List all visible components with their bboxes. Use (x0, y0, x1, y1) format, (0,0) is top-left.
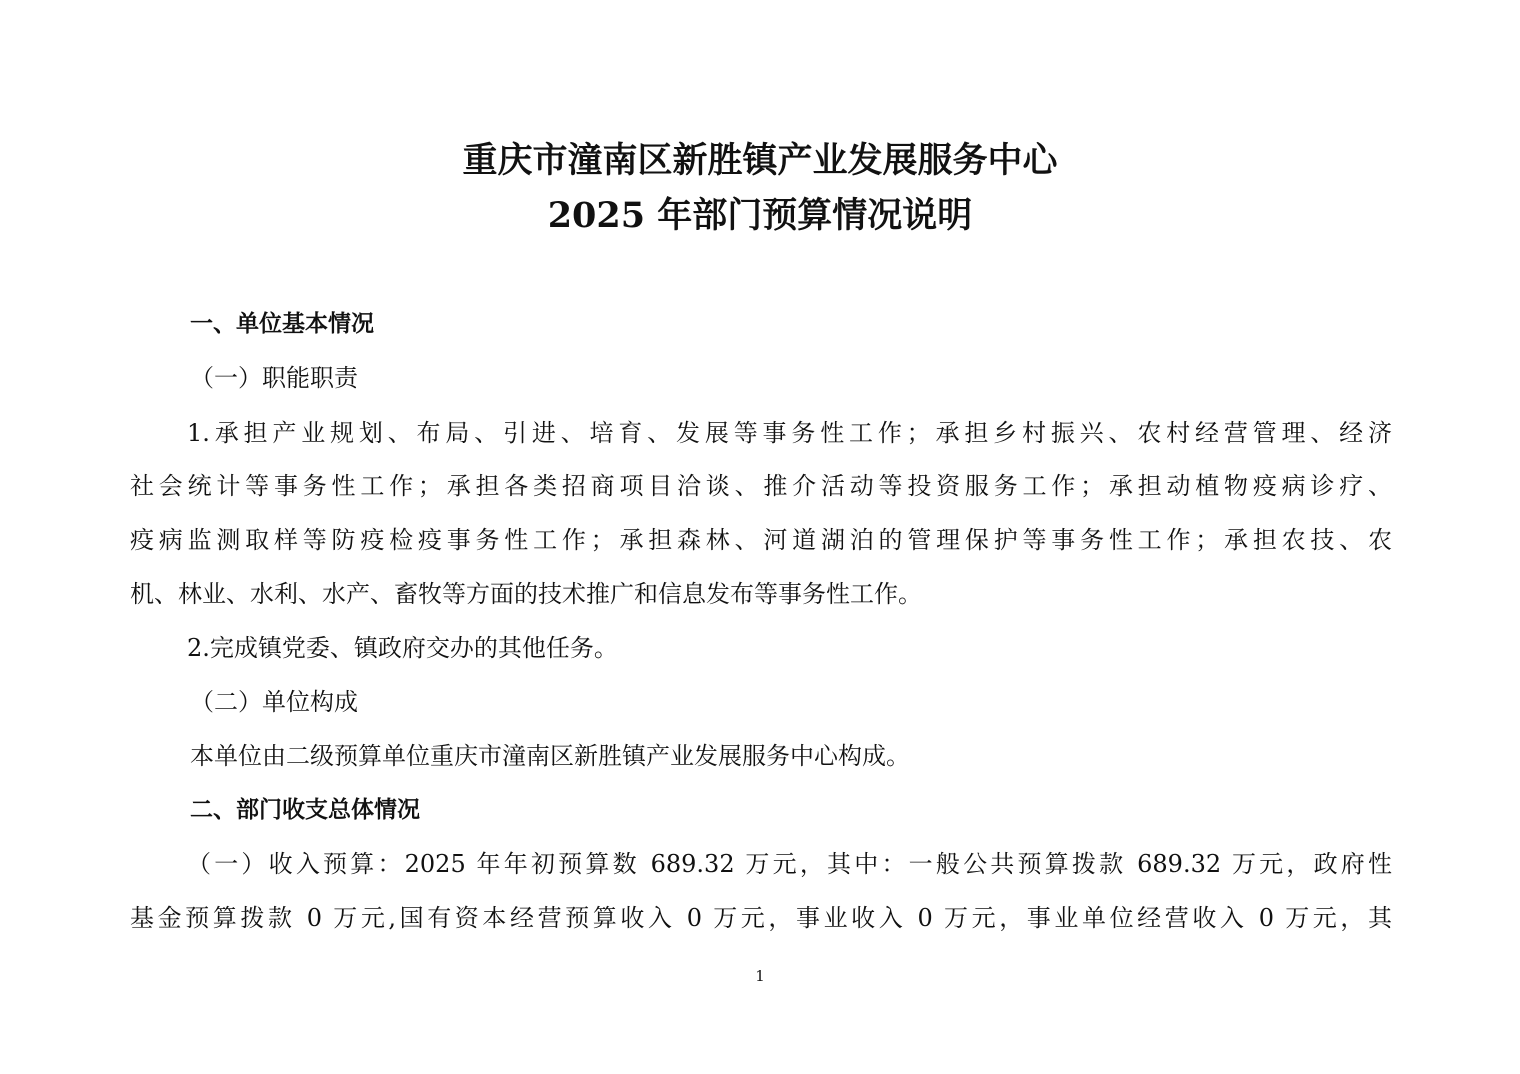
section2-heading: 二、部门收支总体情况 (190, 797, 420, 823)
duty-item2: 2.完成镇党委、镇政府交办的其他任务。 (187, 634, 618, 662)
section1-heading: 一、单位基本情况 (190, 311, 374, 337)
section1-sub1-heading: （一）职能职责 (190, 364, 358, 392)
duty-paragraph-line: 社会统计等事务性工作；承担各类招商项目洽谈、推介活动等投资服务工作；承担动植物疫病诊疗、 (130, 472, 1392, 500)
section1-sub2-heading: （二）单位构成 (190, 688, 358, 716)
duty-paragraph-line: 疫病监测取样等防疫检疫事务性工作；承担森林、河道湖泊的管理保护等事务性工作；承担农技、农 (130, 526, 1392, 554)
duty-paragraph-line: 1.承担产业规划、布局、引进、培育、发展等事务性工作；承担乡村振兴、农村经营管理、经济 (187, 419, 1392, 447)
document-title-line2: 2025 年部门预算情况说明 (547, 195, 973, 236)
duty-paragraph-line: 机、林业、水利、水产、畜牧等方面的技术推广和信息发布等事务性工作。 (130, 580, 922, 608)
composition-text: 本单位由二级预算单位重庆市潼南区新胜镇产业发展服务中心构成。 (190, 742, 910, 770)
document-title-line1: 重庆市潼南区新胜镇产业发展服务中心 (462, 140, 1058, 181)
income-paragraph-line: 基金预算拨款 0 万元,国有资本经营预算收入 0 万元，事业收入 0 万元，事业单位经营收入 0 万元，其 (130, 904, 1392, 932)
page-number: 1 (755, 967, 765, 985)
income-paragraph-line: （一）收入预算：2025 年年初预算数 689.32 万元，其中：一般公共预算拨款 689.32 万元，政府性 (187, 850, 1392, 878)
